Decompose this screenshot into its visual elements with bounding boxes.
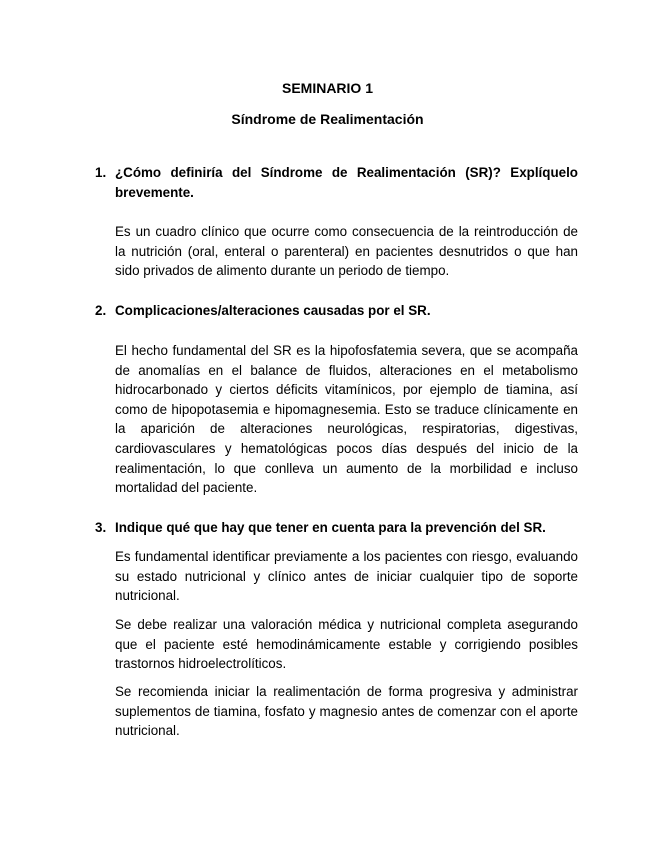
document-title: SEMINARIO 1	[281, 80, 373, 96]
answer-paragraph: Es fundamental identificar previamente a los pacientes con riesgo, evaluando su estado nutricional y clínico antes de iniciar cualquier tipo de soporte nutricional.	[115, 549, 578, 604]
answer-paragraph: Es un cuadro clínico que ocurre como consecuencia de la reintroducción de la nutrición (oral, enteral o parenteral) en pacientes desnutridos o que han sido privados de alimento durante un periodo de tiempo.	[115, 224, 578, 279]
answer-paragraph: Se debe realizar una valoración médica y nutricional completa asegurando que el paciente esté hemodinámicamente estable y corrigiendo posibles trastornos hidroelectrolíticos.	[115, 617, 578, 672]
document-subtitle: Síndrome de Realimentación	[231, 111, 424, 127]
question-number: 3.	[95, 520, 107, 535]
question-text: Complicaciones/alteraciones causadas por el SR.	[115, 303, 431, 318]
question-3	[95, 518, 578, 538]
question-text: Indique qué que hay que tener en cuenta para la prevención del SR.	[115, 520, 546, 535]
question-number: 1.	[95, 165, 107, 180]
question-number: 2.	[95, 303, 107, 318]
question-text: ¿Cómo definiría del Síndrome de Realimentación (SR)? Explíquelo brevemente.	[115, 165, 578, 200]
question-2	[95, 301, 578, 321]
question-1	[95, 163, 578, 203]
answer-paragraph: Se recomienda iniciar la realimentación de forma progresiva y administrar suplementos de tiamina, fosfato y magnesio antes de comenzar con el aporte nutricional.	[115, 684, 578, 739]
answer-paragraph: El hecho fundamental del SR es la hipofosfatemia severa, que se acompaña de anomalías en el balance de fluidos, alteraciones en el metabolismo hidrocarbonado y ciertos déficits vitamínicos, por ejemplo de tiamina, así como de hipopotasemia e hipomagnesemia. Esto se traduce clínicamente en la aparición de alteraciones neurológicas, respiratorias, digestivas, cardiovasculares y hematológicas pocos días después del inicio de la realimentación, lo que conlleva un aumento de la morbilidad e incluso mortalidad del paciente.	[115, 343, 578, 496]
